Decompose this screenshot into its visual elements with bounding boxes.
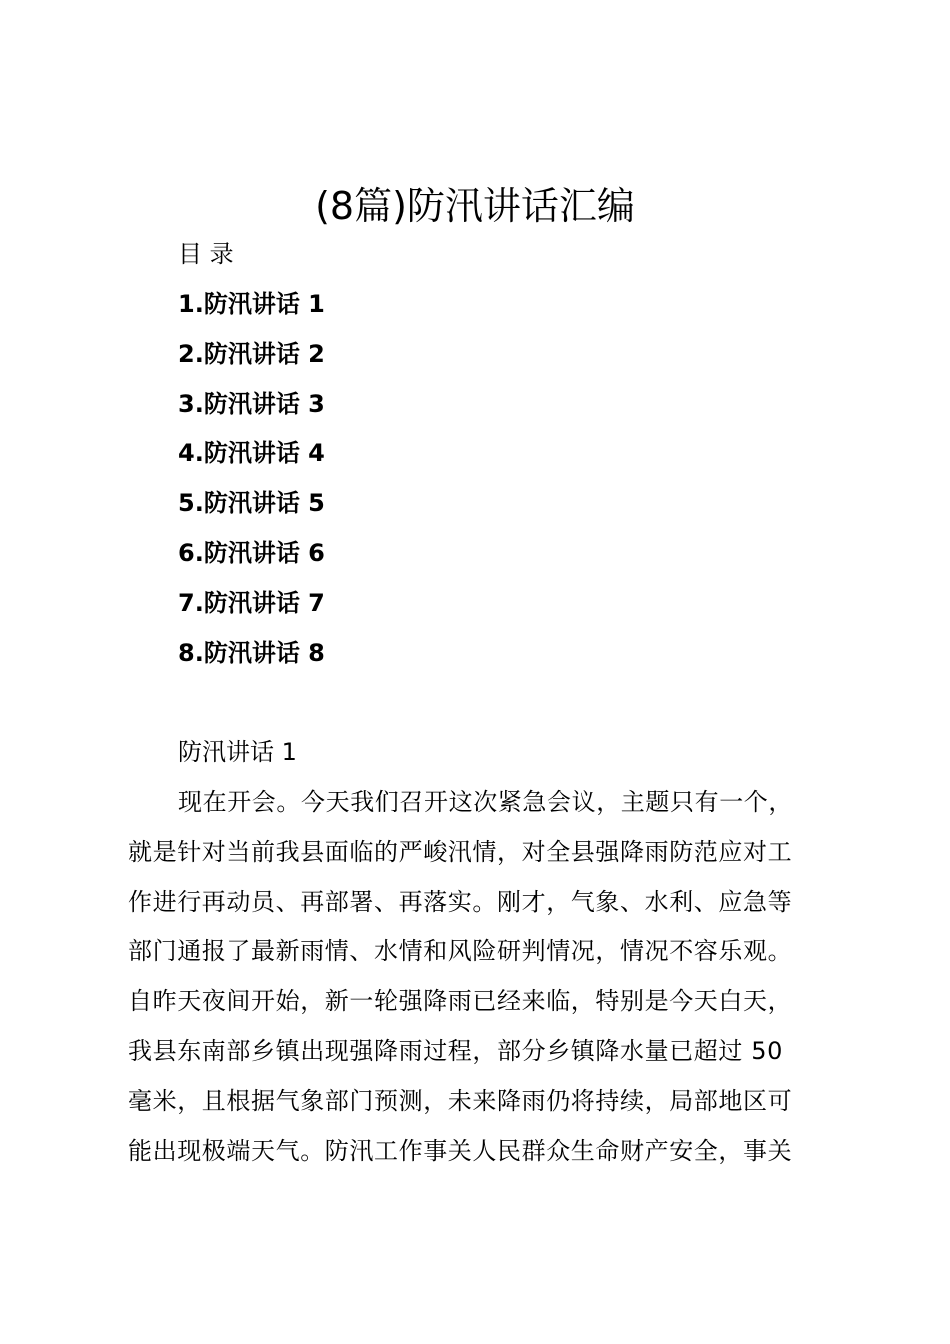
body-line-5: 自昨天夜间开始，新一轮强降雨已经来临，特别是今天白天，	[128, 987, 793, 1016]
toc-item-1: 1.防汛讲话 1	[178, 290, 325, 318]
body-line-4: 部门通报了最新雨情、水情和风险研判情况，情况不容乐观。	[128, 937, 793, 966]
toc-item-3: 3.防汛讲话 3	[178, 389, 325, 418]
toc-item-5: 5.防汛讲话 5	[178, 489, 325, 518]
body-line-7: 毫米，且根据气象部门预测，未来降雨仍将持续，局部地区可	[128, 1086, 793, 1115]
toc-heading: 目 录	[178, 240, 234, 268]
toc-list	[178, 286, 325, 684]
toc-item-4: 4.防汛讲话 4	[178, 439, 325, 468]
toc-item-2: 2.防汛讲话 2	[178, 339, 325, 368]
body-line-1: 现在开会。今天我们召开这次紧急会议，主题只有一个，	[178, 788, 793, 816]
document-title: (8篇)防汛讲话汇编	[315, 184, 635, 228]
toc-item-7: 7.防汛讲话 7	[178, 588, 325, 617]
body-line-2: 就是针对当前我县面临的严峻汛情，对全县强降雨防范应对工	[128, 837, 793, 866]
toc-item-8: 8.防汛讲话 8	[178, 638, 325, 667]
body-line-8: 能出现极端天气。防汛工作事关人民群众生命财产安全，事关	[128, 1136, 793, 1165]
section-body	[128, 784, 838, 1182]
body-line-6: 我县东南部乡镇出现强降雨过程，部分乡镇降水量已超过 50	[128, 1036, 783, 1065]
toc-item-6: 6.防汛讲话 6	[178, 538, 325, 567]
section-heading: 防汛讲话 1	[178, 738, 297, 766]
body-line-3: 作进行再动员、再部署、再落实。刚才，气象、水利、应急等	[128, 887, 793, 916]
